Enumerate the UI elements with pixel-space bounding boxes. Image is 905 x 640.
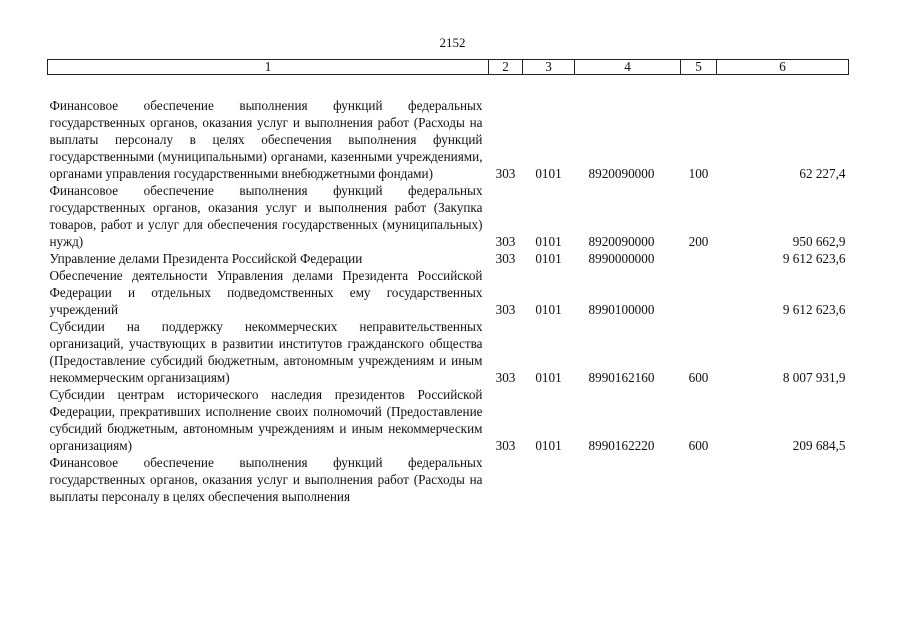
table-row [48,75,849,183]
row-expense-type [681,267,717,318]
row-section-code: 0101 [535,370,562,385]
row-section-code: 0101 [535,438,562,453]
row-section-code: 0101 [535,234,562,249]
row-expense-type [681,454,717,505]
row-target-code: 8990162220 [588,438,655,453]
table-row [48,250,849,267]
table-row [48,267,849,318]
header-col-1: 1 [48,60,489,75]
header-col-6: 6 [717,60,849,75]
budget-table [47,59,849,505]
row-gov-code: 303 [495,234,516,249]
row-amount: 62 227,4 [799,166,846,181]
row-gov-code: 303 [495,370,516,385]
row-target-code [575,454,681,505]
row-name: Обеспечение деятельности Управления делами Президента Российской Федерации и отдельных подведомственных ему государственных учреждений [49,268,483,317]
row-name: Субсидии центрам исторического наследия президентов Российской Федерации, прекративших исполнение своих полномочий (Предоставление субсидий бюджетным, автономным учреждениям и иным некоммерческим организациям) [49,387,483,453]
row-amount: 8 007 931,9 [782,370,846,385]
row-name: Финансовое обеспечение выполнения функций федеральных государственных органов, оказания услуг и выполнения работ (Расходы на выплаты персоналу в целях обеспечения выполнения [49,455,483,504]
table-row [48,182,849,250]
header-col-2: 2 [489,60,523,75]
row-expense-type [681,250,717,267]
row-gov-code: 303 [495,302,516,317]
row-target-code: 8920090000 [588,234,655,249]
row-section-code [523,454,575,505]
row-name: Управление делами Президента Российской Федерации [49,251,363,266]
row-target-code: 8920090000 [588,166,655,181]
row-name: Финансовое обеспечение выполнения функций федеральных государственных органов, оказания услуг и выполнения работ (Закупка товаров, работ и услуг для обеспечения государственных (муниципальных) нужд) [49,183,483,249]
row-target-code: 8990000000 [588,251,655,266]
row-gov-code: 303 [495,438,516,453]
row-name: Субсидии на поддержку некоммерческих неправительственных организаций, участвующих в развитии институтов гражданского общества (Предоставление субсидий бюджетным, автономным учреждениям и иным некоммерческим организациям) [49,319,483,385]
row-amount [717,454,849,505]
row-target-code: 8990162160 [588,370,655,385]
row-expense-type: 600 [688,370,709,385]
row-gov-code [489,454,523,505]
header-col-4: 4 [575,60,681,75]
row-amount: 209 684,5 [792,438,846,453]
row-amount: 9 612 623,6 [782,302,846,317]
row-expense-type: 600 [688,438,709,453]
row-expense-type: 200 [688,234,709,249]
row-gov-code: 303 [495,251,516,266]
row-expense-type: 100 [688,166,709,181]
row-section-code: 0101 [535,251,562,266]
table-row [48,318,849,386]
row-section-code: 0101 [535,166,562,181]
row-amount: 9 612 623,6 [782,251,846,266]
row-amount: 950 662,9 [792,234,846,249]
header-col-5: 5 [681,60,717,75]
table-header-row [48,60,849,75]
row-section-code: 0101 [535,302,562,317]
row-target-code: 8990100000 [588,302,655,317]
table-row [48,454,849,505]
header-col-3: 3 [523,60,575,75]
page-number: 2152 [439,35,466,50]
table-row [48,386,849,454]
row-gov-code: 303 [495,166,516,181]
row-name: Финансовое обеспечение выполнения функций федеральных государственных органов, оказания услуг и выполнения работ (Расходы на выплаты персоналу в целях обеспечения выполнения функций государственными (муниципальными) органами, казенными учреждениями, органами управления государственными внебюджетными фондами) [49,98,483,181]
